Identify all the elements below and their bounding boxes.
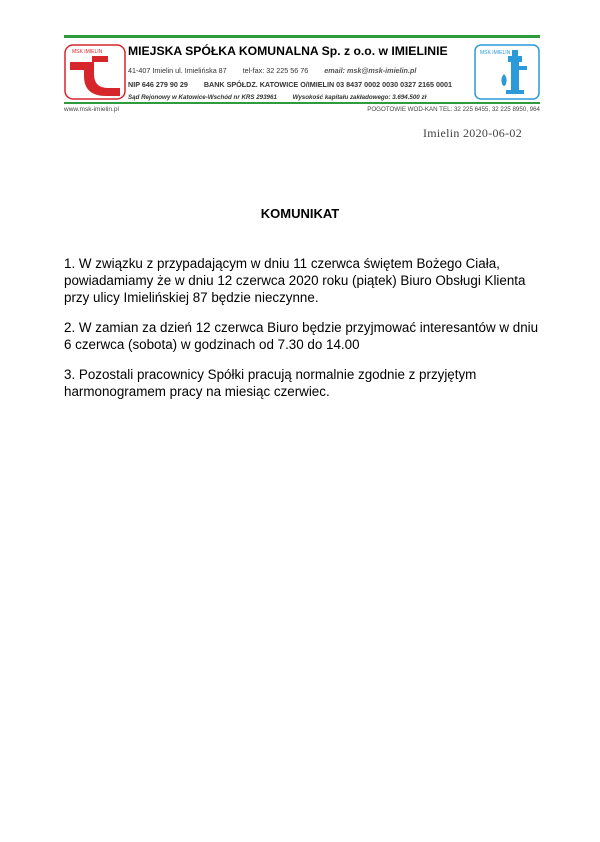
msk-hydrant-logo [474, 44, 540, 100]
logo-right-text: MSK IMIELIN [480, 50, 511, 56]
website-link[interactable]: www.msk-imielin.pl [64, 106, 119, 113]
contact-line [128, 66, 474, 75]
share-capital: Wysokość kapitału zakładowego: 3.694.500 zł [292, 94, 427, 101]
company-email: email: msk@msk-imielin.pl [324, 66, 417, 75]
bank-line [128, 80, 474, 89]
company-address: 41-407 Imielin ul. Imielińska 87 [128, 66, 227, 75]
emergency-phone-line: POGOTOWIE WOD-KAN TEL: 32 225 6455, 32 225 8950, 964 [367, 106, 540, 113]
document-heading: KOMUNIKAT [260, 206, 340, 221]
company-bank: BANK SPÓŁDZ. KATOWICE O/IMIELIN 03 8437 0002 0030 0327 2165 0001 [203, 80, 453, 89]
court-registry: Sąd Rejonowy w Katowice-Wschód nr KRS 293961 [128, 94, 277, 101]
company-nip: NIP 646 279 90 29 [128, 80, 188, 89]
registry-line [128, 94, 474, 101]
paragraph-3: 3. Pozostali pracownicy Spółki pracują normalnie zgodnie z przyjętym harmonogramem pracy na miesiąc czerwiec. [64, 367, 477, 399]
company-telfax: tel-fax: 32 225 56 76 [242, 66, 309, 75]
header-bottom-rule [64, 102, 540, 104]
header-top-rule [64, 35, 540, 38]
paragraph-2: 2. W zamian za dzień 12 czerwca Biuro będzie przyjmować interesantów w dniu 6 czerwca (sobota) w godzinach od 7.30 do 14.00 [64, 320, 539, 352]
paragraph-1: 1. W związku z przypadającym w dniu 11 czerwca świętem Bożego Ciała, powiadamiamy że w dniu 12 czerwca 2020 roku (piątek) Biuro Obsługi Klienta przy ulicy Imielińskiej 87 będzie nieczynne. [64, 256, 526, 305]
company-name: MIEJSKA SPÓŁKA KOMUNALNA Sp. z o.o. w IMIELINIE [128, 44, 448, 58]
document-date: Imielin 2020-06-02 [422, 126, 522, 140]
msk-pipe-logo [64, 44, 126, 100]
logo-left-text: MSK IMIELIN [72, 49, 103, 55]
